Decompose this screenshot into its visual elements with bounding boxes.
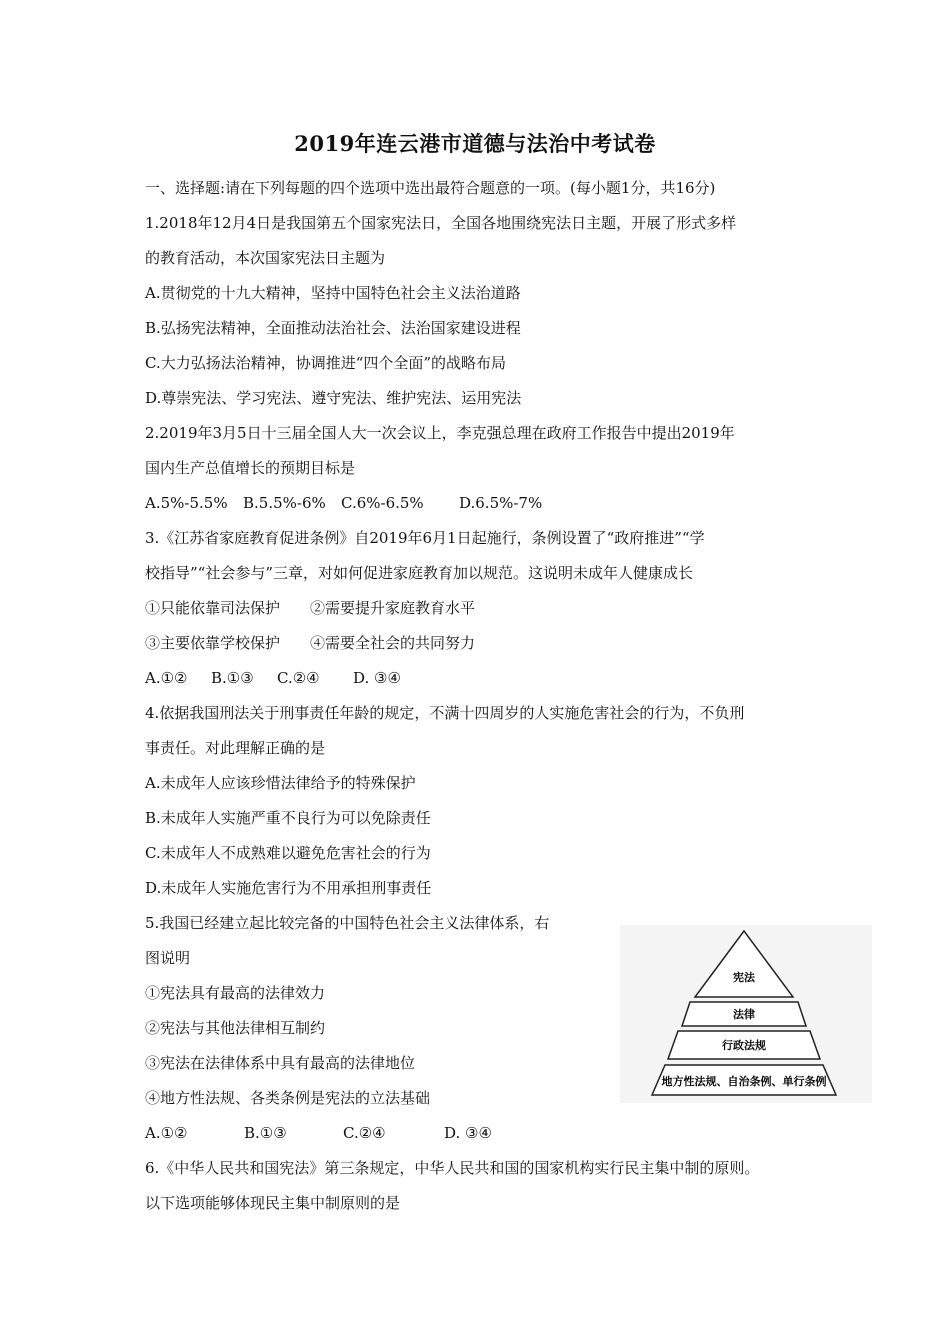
- q5-option-b: B.①③: [244, 1124, 287, 1142]
- pyramid-label-administrative-regulations: 行政法规: [722, 1039, 766, 1052]
- q1-option-b: B.弘扬宪法精神，全面推动法治社会、法治国家建设进程: [145, 319, 521, 337]
- section-heading: 一、选择题:请在下列每题的四个选项中选出最符合题意的一项。(每小题1分，共16分): [145, 179, 716, 197]
- q4-stem-line1: 4.依据我国刑法关于刑事责任年龄的规定，不满十四周岁的人实施危害社会的行为，不负刑: [145, 704, 745, 722]
- q5-statement-1: ①宪法具有最高的法律效力: [145, 984, 326, 1002]
- q2-stem-line2: 国内生产总值增长的预期目标是: [145, 459, 356, 477]
- q6-stem-line1: 6.《中华人民共和国宪法》第三条规定，中华人民共和国的国家机构实行民主集中制的原则。: [145, 1159, 760, 1177]
- q3-option-d: D. ③④: [353, 669, 401, 687]
- page-title: 2019年连云港市道德与法治中考试卷: [294, 131, 656, 156]
- q3-statement-4: ④需要全社会的共同努力: [310, 634, 476, 652]
- q3-statement-2: ②需要提升家庭教育水平: [310, 599, 476, 617]
- q2-option-b: B.5.5%-6%: [243, 494, 326, 512]
- q1-stem-line2: 的教育活动，本次国家宪法日主题为: [145, 249, 386, 267]
- pyramid-label-constitution: 宪法: [733, 971, 755, 984]
- q5-statement-2: ②宪法与其他法律相互制约: [145, 1019, 326, 1037]
- q3-statement-3: ③主要依靠学校保护: [145, 634, 281, 652]
- q2-option-a: A.5%-5.5%: [145, 494, 228, 512]
- q4-stem-line2: 事责任。对此理解正确的是: [145, 739, 326, 757]
- q2-option-c: C.6%-6.5%: [341, 494, 424, 512]
- q5-stem-line1: 5.我国已经建立起比较完备的中国特色社会主义法律体系，右: [145, 914, 550, 932]
- q1-stem-line1: 1.2018年12月4日是我国第五个国家宪法日，全国各地围绕宪法日主题，开展了形式多样: [145, 214, 737, 232]
- q3-option-a: A.①②: [145, 669, 188, 687]
- q3-option-c: C.②④: [277, 669, 320, 687]
- q3-stem-line2: 校指导”“社会参与”三章，对如何促进家庭教育加以规范。这说明未成年人健康成长: [145, 564, 694, 582]
- q6-stem-line2: 以下选项能够体现民主集中制原则的是: [145, 1194, 401, 1212]
- q2-option-d: D.6.5%-7%: [459, 494, 543, 512]
- q4-option-b: B.未成年人实施严重不良行为可以免除责任: [145, 809, 431, 827]
- q5-stem-line2: 图说明: [145, 949, 191, 967]
- q4-option-c: C.未成年人不成熟难以避免危害社会的行为: [145, 844, 431, 862]
- legal-system-pyramid: [620, 925, 872, 1103]
- q2-options: [145, 493, 542, 513]
- q4-option-a: A.未成年人应该珍惜法律给予的特殊保护: [145, 774, 416, 792]
- q3-stem-line1: 3.《江苏省家庭教育促进条例》自2019年6月1日起施行，条例设置了“政府推进”“学: [145, 529, 705, 547]
- q3-statement-1: ①只能依靠司法保护: [145, 599, 281, 617]
- q5-options: [145, 1123, 492, 1143]
- q5-option-c: C.②④: [343, 1124, 386, 1142]
- q5-statement-4: ④地方性法规、各类条例是宪法的立法基础: [145, 1089, 431, 1107]
- q5-statement-3: ③宪法在法律体系中具有最高的法律地位: [145, 1054, 416, 1072]
- q5-option-a: A.①②: [145, 1124, 188, 1142]
- q5-option-d: D. ③④: [444, 1124, 492, 1142]
- q3-option-b: B.①③: [211, 669, 254, 687]
- pyramid-label-local-regulations: 地方性法规、自治条例、单行条例: [661, 1075, 827, 1088]
- q3-statements-2: [145, 633, 475, 653]
- q1-option-d: D.尊崇宪法、学习宪法、遵守宪法、维护宪法、运用宪法: [145, 389, 522, 407]
- q2-stem-line1: 2.2019年3月5日十三届全国人大一次会议上，李克强总理在政府工作报告中提出2019年: [145, 424, 735, 442]
- q3-options: [145, 668, 401, 688]
- pyramid-label-law: 法律: [733, 1008, 755, 1021]
- q1-option-a: A.贯彻党的十九大精神，坚持中国特色社会主义法治道路: [145, 284, 521, 302]
- q4-option-d: D.未成年人实施危害行为不用承担刑事责任: [145, 879, 432, 897]
- q3-statements-1: [145, 598, 475, 618]
- q1-option-c: C.大力弘扬法治精神，协调推进“四个全面”的战略布局: [145, 354, 507, 372]
